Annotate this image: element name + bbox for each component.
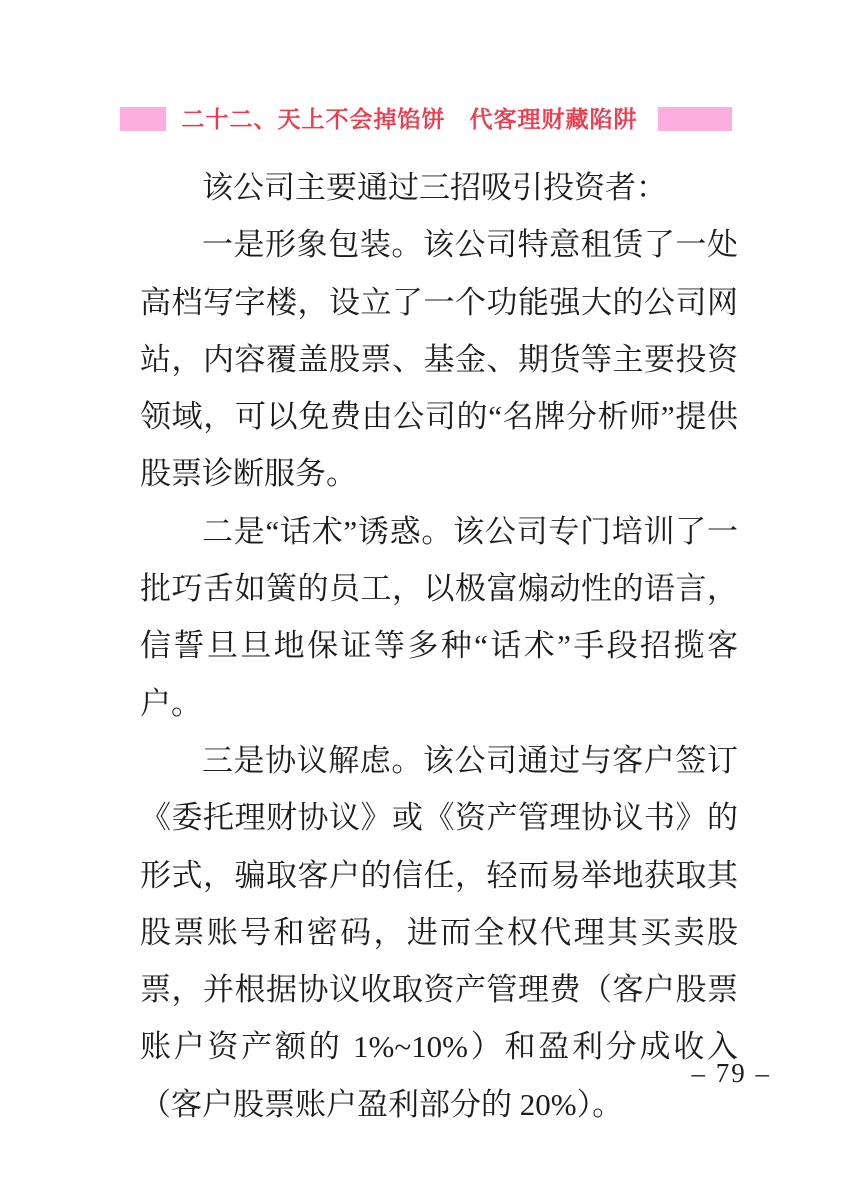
- page-number: – 79 –: [691, 1058, 771, 1088]
- header-accent-left-block: [120, 107, 166, 131]
- running-head: [0, 106, 851, 132]
- paragraph-trick-1: 一是形象包装。该公司特意租赁了一处高档写字楼，设立了一个功能强大的公司网站，内容覆盖股票、基金、期货等主要投资领域，可以免费由公司的“名牌分析师”提供股票诊断服务。: [140, 227, 738, 492]
- chapter-title: 二十二、天上不会掉馅饼 代客理财藏陷阱: [181, 106, 638, 132]
- paragraph-trick-2: 二是“话术”诱惑。该公司专门培训了一批巧舌如簧的员工，以极富煽动性的语言，信誓旦旦地保证等多种“话术”手段招揽客户。: [140, 513, 738, 721]
- body-text: [140, 159, 738, 1133]
- header-accent-right-block: [658, 107, 732, 131]
- paragraph-intro: 该公司主要通过三招吸引投资者：: [202, 170, 667, 205]
- paragraph-trick-3: 三是协议解虑。该公司通过与客户签订《委托理财协议》或《资产管理协议书》的形式，骗取客户的信任，轻而易举地获取其股票账号和密码，进而全权代理其买卖股票，并根据协议收取资产管理费（客户股票账户资产额的 1%~10%）和盈利分成收入（客户股票账户盈利部分的 20%）。: [140, 742, 738, 1122]
